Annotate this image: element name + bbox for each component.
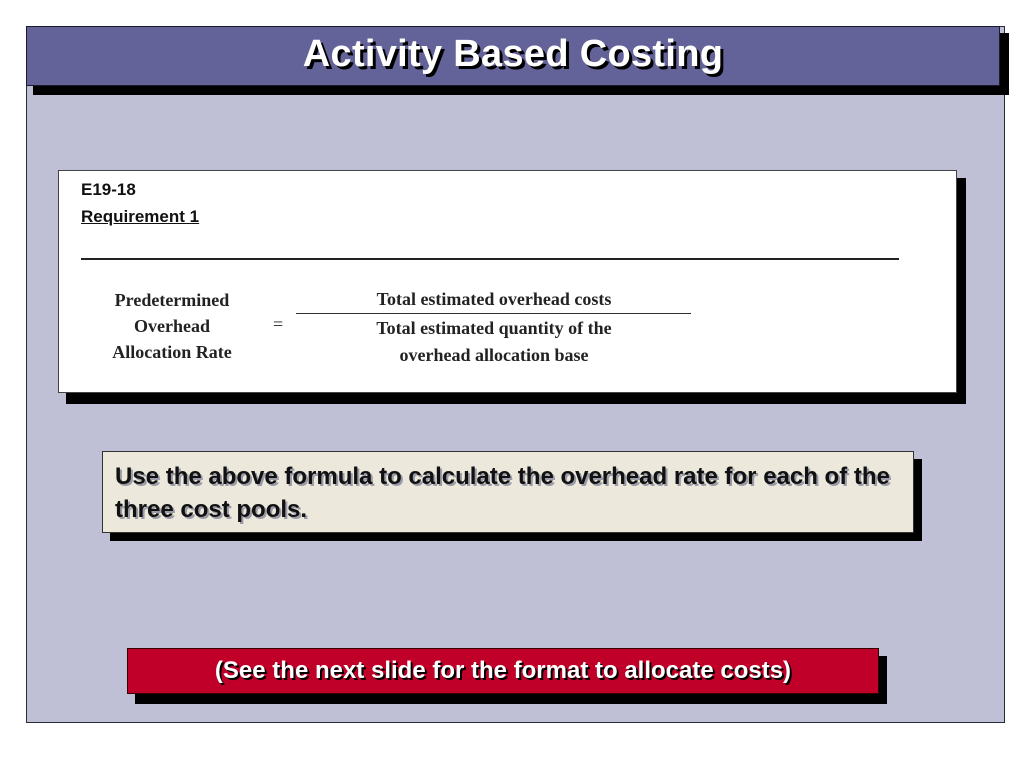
formula-numerator: Total estimated overhead costs (376, 289, 612, 309)
instruction-text: Use the above formula to calculate the overhead rate for each of the three cost pools. (115, 463, 890, 523)
slide-title: Activity Based Costing (302, 32, 724, 75)
instruction-box (102, 451, 914, 533)
next-slide-label: (See the next slide for the format to allocate costs) (214, 657, 792, 684)
formula-denominator-line: overhead allocation base (399, 345, 589, 365)
formula-lhs (91, 287, 253, 365)
title-bar (26, 26, 1000, 86)
formula-lhs-line: Overhead (134, 316, 210, 336)
formula-denominator-line: Total estimated quantity of the (376, 318, 612, 338)
formula-lhs-line: Predetermined (114, 290, 230, 310)
divider (81, 258, 899, 260)
requirement-label: Requirement 1 (81, 207, 200, 226)
equals-sign: = (273, 314, 284, 334)
fraction-line (296, 313, 691, 314)
formula-lhs-line: Allocation Rate (112, 342, 232, 362)
exercise-id: E19-18 (81, 180, 136, 199)
formula-card (58, 170, 957, 393)
next-slide-button[interactable] (127, 648, 879, 694)
formula-denominator (296, 315, 692, 369)
